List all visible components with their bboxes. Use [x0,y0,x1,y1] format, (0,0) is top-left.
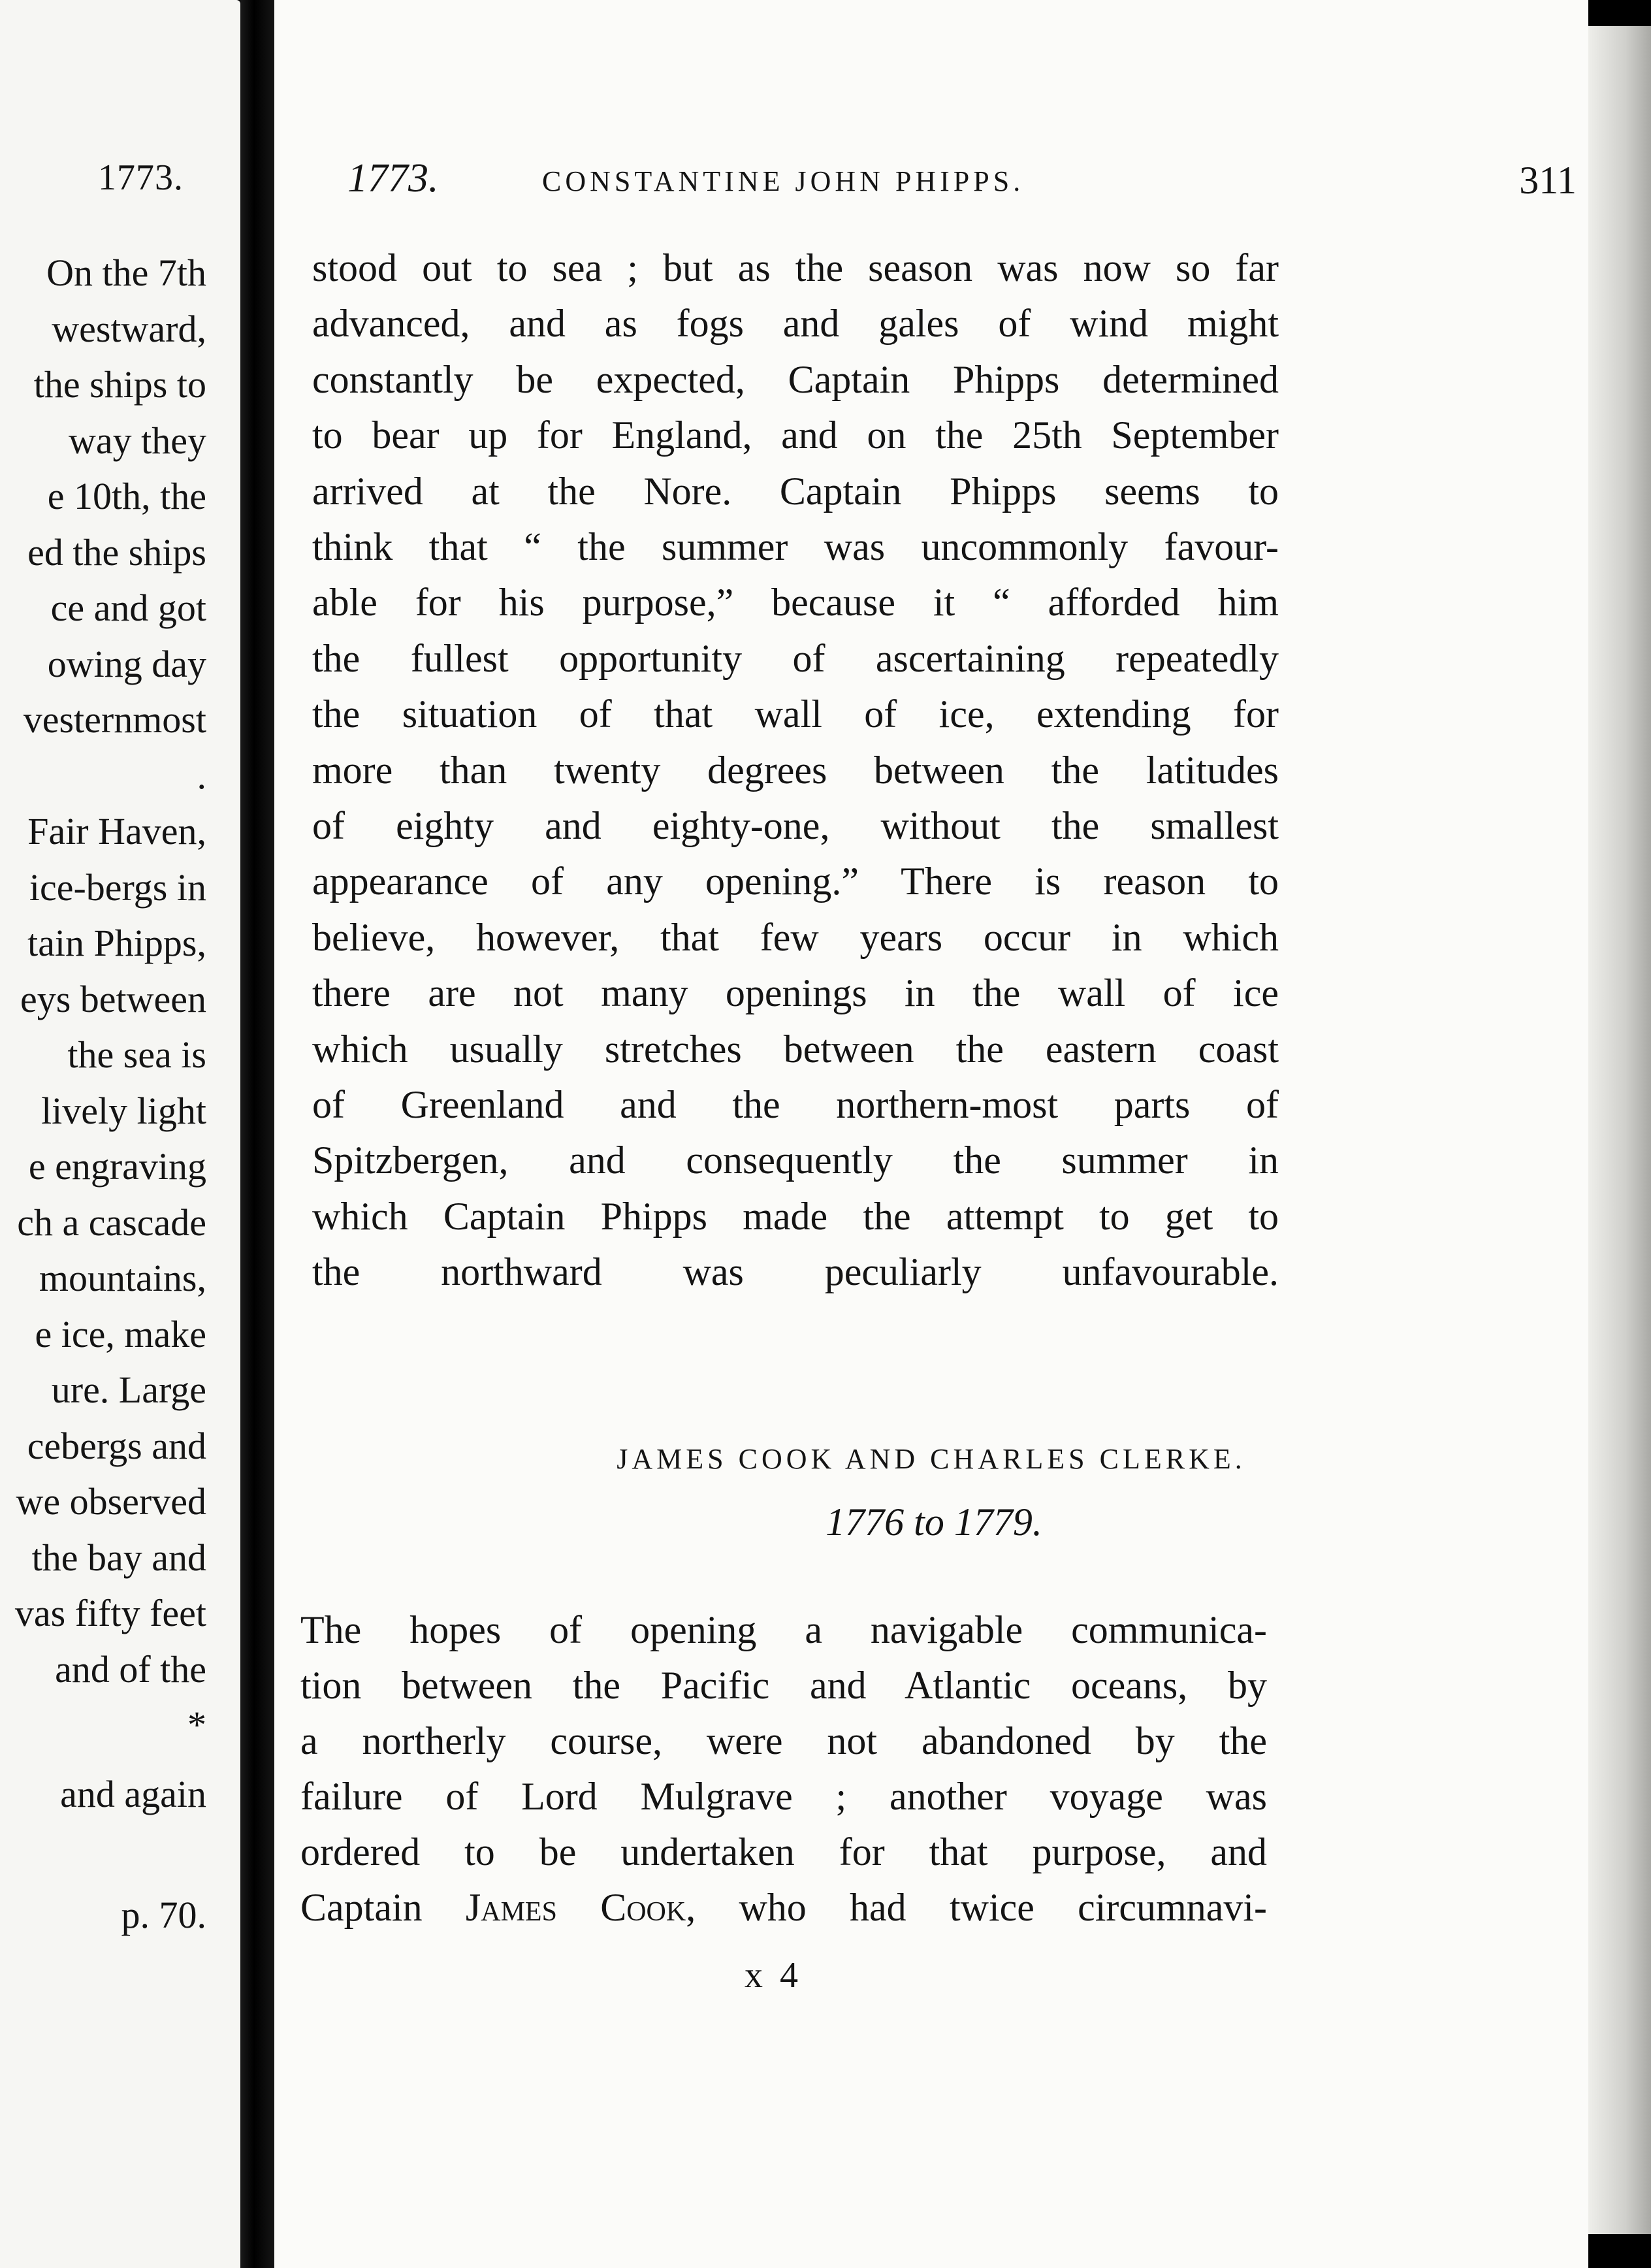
paragraph-1-line: constantly be expected, Captain Phipps determined [312,357,1279,401]
name-james-cook: James Cook [465,1886,686,1929]
paragraph-1-line: stood out to sea ; but as the season was now so far [312,246,1279,289]
paragraph-1-line: there are not many openings in the wall of ice [312,971,1279,1015]
paragraph-1-line: think that “ the summer was uncommonly favour- [312,525,1279,568]
book-gutter [240,0,274,2268]
left-page-line: ed the ships [27,530,206,574]
paragraph-1-line: the northward was peculiarly unfavourable. [312,1250,1279,1294]
left-page-line: owing day [47,642,206,685]
paragraph-1-line: of Greenland and the northern-most parts of [312,1083,1279,1126]
signature-mark: x 4 [745,1955,802,1996]
left-page-line: and of the [55,1647,206,1691]
paragraph-1-line: the situation of that wall of ice, extending for [312,692,1279,736]
paragraph-1-line: advanced, and as fogs and gales of wind might [312,302,1279,346]
left-page-line: Fair Haven, [27,810,206,852]
paragraph-1-line: believe, however, that few years occur in which [312,915,1279,959]
left-page-line: mountains, [39,1257,206,1299]
last-line-start: Captain [300,1886,466,1929]
section-heading-names: JAMES COOK AND CHARLES CLERKE. [617,1443,1246,1475]
running-head-title: CONSTANTINE JOHN PHIPPS. [542,165,1025,197]
paragraph-1-line: arrived at the Nore. Captain Phipps seems to [312,469,1279,513]
left-page-line: ce and got [50,587,206,629]
paragraph-2-line: failure of Lord Mulgrave ; another voyage was [300,1775,1267,1818]
left-page-line: the ships to [33,363,206,406]
paragraph-2-line: ordered to be undertaken for that purpose, and [300,1830,1267,1873]
left-page-line: westward, [52,307,206,350]
left-page-line: e 10th, the [47,475,206,517]
paragraph-1-line: Spitzbergen, and consequently the summer in [312,1139,1279,1182]
left-page [0,0,240,2268]
left-page-line: p. 70. [121,1894,206,1936]
left-page-line: ure. Large [51,1369,206,1411]
left-page-line: vas fifty feet [14,1592,206,1634]
paragraph-1-line: appearance of any opening.” There is reason to [312,860,1279,903]
left-page-line: eys between [20,977,206,1020]
left-page-line: e engraving [28,1145,206,1188]
paragraph-1-line: to bear up for England, and on the 25th September [312,413,1279,457]
paragraph-2-last-line [300,1881,1267,1934]
paragraph-2-line: a northerly course, were not abandoned by the [300,1719,1267,1762]
left-page-line: we observed [16,1480,206,1523]
left-page-line: e ice, make [35,1312,206,1355]
paragraph-1-line: which Captain Phipps made the attempt to get to [312,1194,1279,1238]
paragraph-1-line: able for his purpose,” because it “ afforded him [312,581,1279,624]
paragraph-2-line: tion between the Pacific and Atlantic oceans, by [300,1664,1267,1707]
left-page-line: the bay and [31,1536,206,1579]
left-page-line: On the 7th [46,251,206,294]
paragraph-2-line: The hopes of opening a navigable communica- [300,1608,1267,1651]
left-page-line: and again [60,1772,206,1815]
last-line-end: , who had twice circumnavi- [686,1886,1267,1929]
left-page-line: way they [69,419,206,462]
left-page-line: ch a cascade [17,1201,206,1244]
left-page-line: . [197,754,206,797]
page-edges [1588,26,1651,2234]
running-head [274,152,1588,210]
running-head-year: 1773. [347,156,439,201]
left-page-line: * [187,1704,206,1746]
left-page-line: the sea is [67,1033,206,1076]
section-heading-dates: 1776 to 1779. [826,1500,1042,1544]
left-page-year: 1773. [98,157,184,198]
paragraph-1-line: more than twenty degrees between the latitudes [312,748,1279,792]
page-number: 311 [1519,159,1577,202]
left-page-line: lively light [41,1089,206,1132]
left-page-line: tain Phipps, [27,922,206,964]
left-page-line: ice-bergs in [29,866,206,909]
left-page-line: cebergs and [27,1424,206,1467]
paragraph-1-line: the fullest opportunity of ascertaining repeatedly [312,636,1279,680]
paragraph-1-line: which usually stretches between the eastern coast [312,1027,1279,1071]
paragraph-1-line: of eighty and eighty-one, without the smallest [312,804,1279,847]
right-page [274,0,1588,2268]
left-page-line: vesternmost [23,698,206,741]
